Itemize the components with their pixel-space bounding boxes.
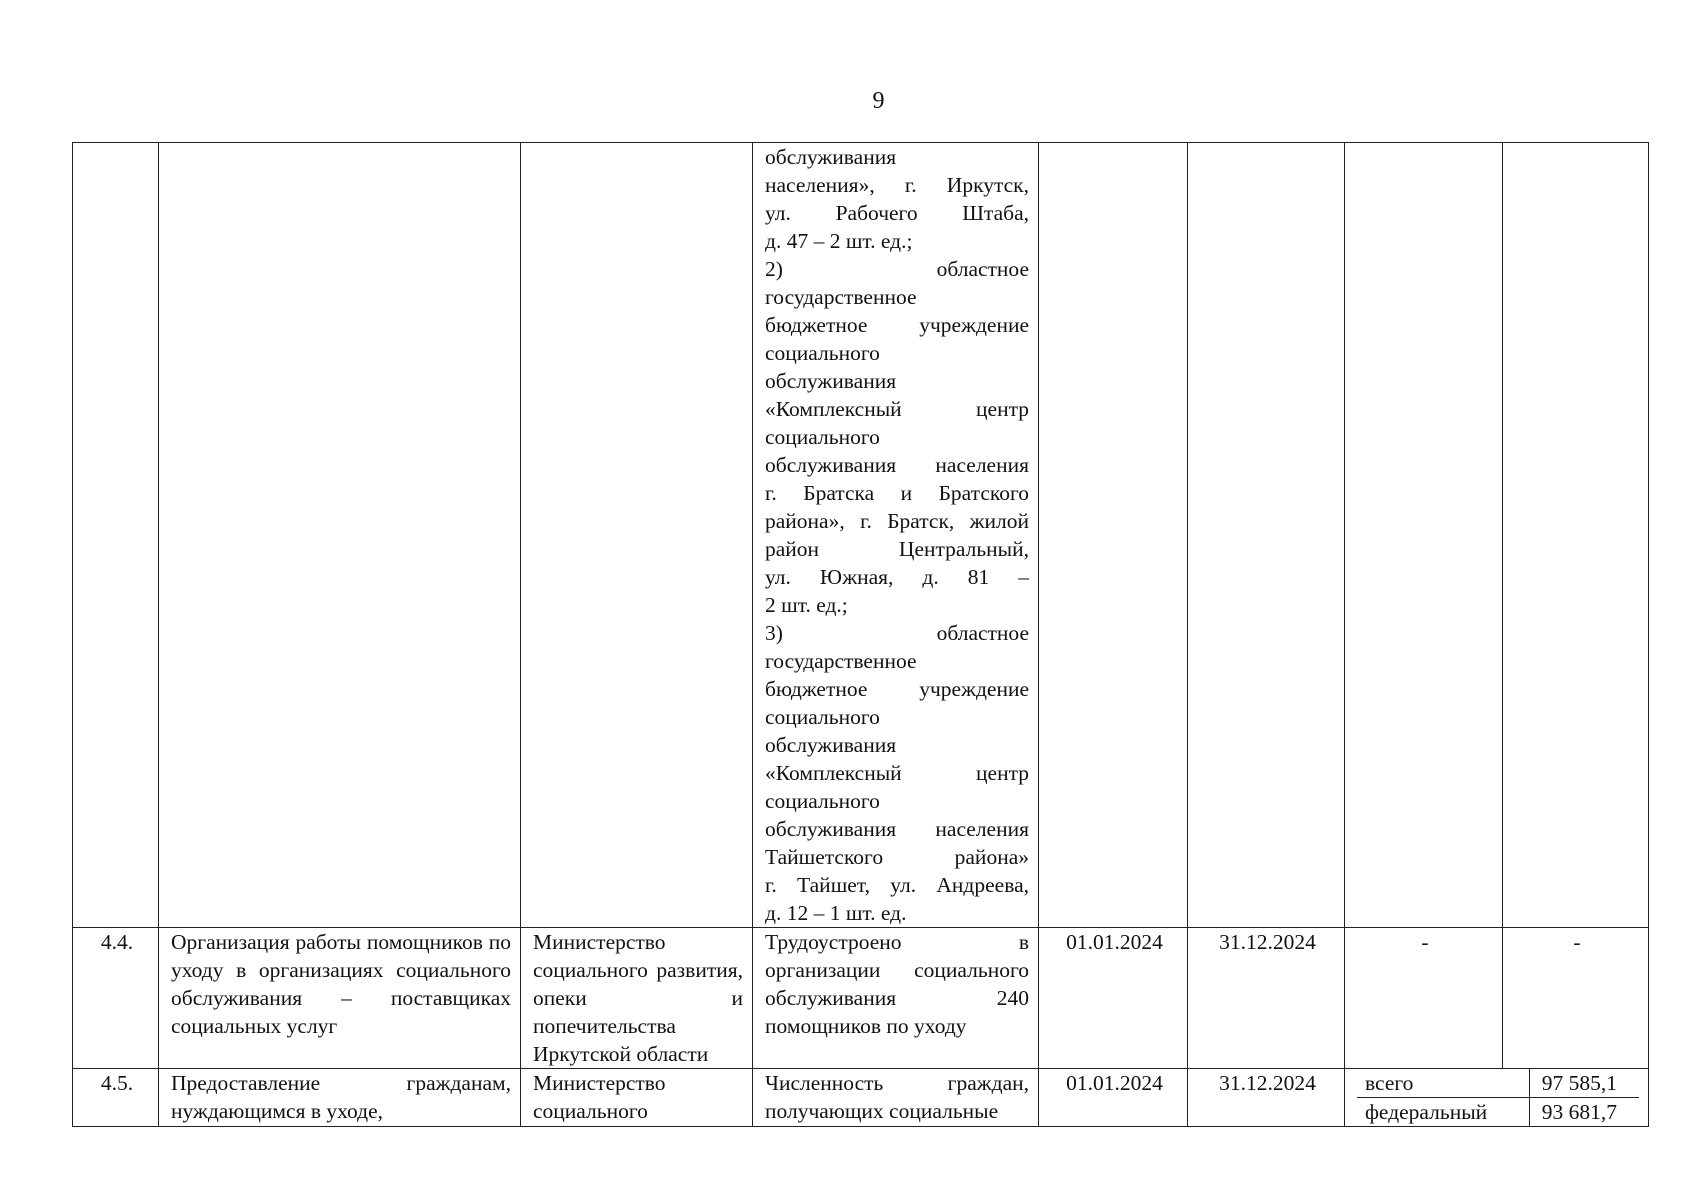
start-date: 01.01.2024 — [1039, 1069, 1188, 1127]
result-detail-line: г. Тайшет, ул. Андреева, — [765, 873, 1029, 897]
result-detail-line: д. 47 – 2 шт. ед.; — [765, 229, 913, 253]
result-detail-line: 3) областное — [765, 621, 1029, 645]
result-detail-line: социального — [765, 341, 880, 365]
result-detail-line: «Комплексный центр — [765, 397, 1029, 421]
cell-amount-empty — [1503, 143, 1649, 928]
executor-text: Министерство социального развития, опеки и попечительства Иркутской области — [521, 928, 753, 1069]
table-row — [73, 928, 1649, 1069]
cell-source-empty — [1345, 143, 1503, 928]
result-detail-line: обслуживания населения — [765, 817, 1029, 841]
result-detail-line: обслуживания — [765, 145, 897, 169]
funding-amount: - — [1503, 928, 1649, 1069]
result-detail-line: обслуживания — [765, 733, 897, 757]
financing-row-federal — [1357, 1098, 1639, 1126]
result-detail-line: социального — [765, 789, 880, 813]
result-text: Трудоустроено в организации социального обслуживания 240 помощников по уходу — [753, 928, 1039, 1069]
cell-result-details — [753, 143, 1039, 928]
start-date: 01.01.2024 — [1039, 928, 1188, 1069]
table-row — [73, 1069, 1649, 1127]
financing-value: 93 681,7 — [1541, 1100, 1617, 1124]
cell-activity-empty — [159, 143, 521, 928]
activity-text: Организация работы помощников по уходу в организациях социального обслуживания – поставщиках социальных услуг — [159, 928, 521, 1069]
row-number: 4.5. — [73, 1069, 159, 1127]
cell-end-empty — [1188, 143, 1345, 928]
result-detail-line: социального — [765, 705, 880, 729]
financing-row-total — [1357, 1069, 1639, 1098]
result-detail-line: бюджетное учреждение — [765, 677, 1029, 701]
result-detail-line: социального — [765, 425, 880, 449]
cell-number-empty — [73, 143, 159, 928]
result-detail-line: бюджетное учреждение — [765, 313, 1029, 337]
result-detail-line: ул. Южная, д. 81 – — [765, 565, 1029, 589]
result-detail-line: государственное — [765, 285, 917, 309]
result-detail-line: д. 12 – 1 шт. ед. — [765, 901, 907, 925]
result-detail-line: государственное — [765, 649, 917, 673]
result-detail-line: ул. Рабочего Штаба, — [765, 201, 1029, 225]
result-detail-line: 2) областное — [765, 257, 1029, 281]
result-detail-line: «Комплексный центр — [765, 761, 1029, 785]
result-detail-line: район Центральный, — [765, 537, 1029, 561]
result-detail-line: г. Братска и Братского — [765, 481, 1029, 505]
financing-cell — [1345, 1069, 1649, 1127]
funding-source: - — [1345, 928, 1503, 1069]
result-text: Численность граждан, получающих социальные — [753, 1069, 1039, 1127]
result-detail-line: населения», г. Иркутск, — [765, 173, 1029, 197]
financing-value: 97 585,1 — [1541, 1071, 1617, 1095]
end-date: 31.12.2024 — [1188, 1069, 1345, 1127]
result-detail-line: 2 шт. ед.; — [765, 593, 848, 617]
row-number: 4.4. — [73, 928, 159, 1069]
result-detail-line: района», г. Братск, жилой — [765, 509, 1029, 533]
result-detail-line: обслуживания — [765, 369, 897, 393]
result-details-lines — [765, 143, 1029, 927]
end-date: 31.12.2024 — [1188, 928, 1345, 1069]
table-row-continued — [73, 143, 1649, 928]
cell-start-empty — [1039, 143, 1188, 928]
page-number: 9 — [872, 88, 885, 114]
cell-executor-empty — [521, 143, 753, 928]
result-detail-line: обслуживания населения — [765, 453, 1029, 477]
executor-text: Министерство социального — [521, 1069, 753, 1127]
activity-text: Предоставление гражданам, нуждающимся в уходе, — [159, 1069, 521, 1127]
financing-label: всего — [1357, 1069, 1530, 1097]
program-activities-table — [72, 142, 1649, 1127]
result-detail-line: Тайшетского района» — [765, 845, 1029, 869]
financing-label: федеральный — [1357, 1098, 1530, 1126]
